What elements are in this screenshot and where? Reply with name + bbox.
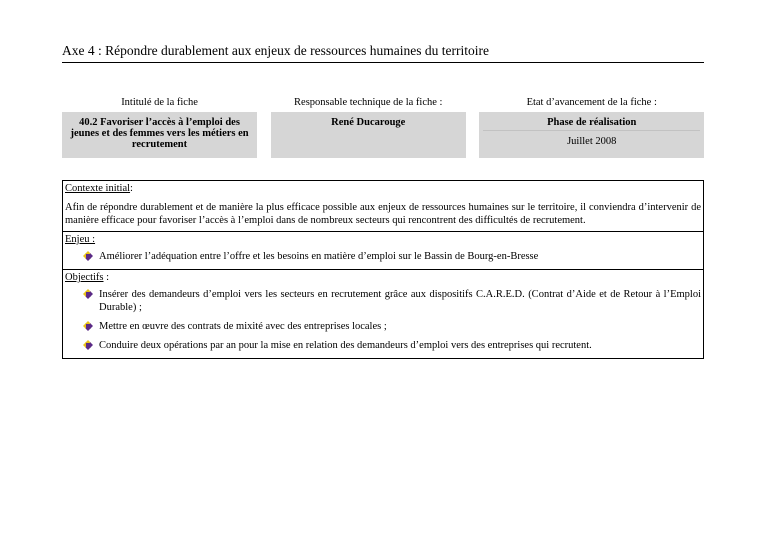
intitule-value: 40.2 Favoriser l’accès à l’emploi des jeunes et des femmes vers les métiers en recrutement	[62, 112, 257, 158]
objectifs-colon: :	[103, 272, 110, 283]
column-gap	[466, 112, 480, 158]
objectifs-section	[63, 269, 703, 358]
fiche-table-header-row	[62, 92, 704, 112]
objectifs-title: Objectifs	[65, 272, 104, 283]
enjeu-title: Enjeu :	[65, 234, 96, 245]
four-arrows-bullet-icon	[83, 321, 93, 331]
contexte-text: Afin de répondre durablement et de manière la plus efficace possible aux enjeux de ressources humaines sur le territoire, il conviendra d’intervenir de manière efficace pour favoriser l’accès à l’emploi dans de nombreux secteurs qui rencontrent des difficultés de recrutement.	[65, 202, 701, 226]
contexte-section	[63, 181, 703, 231]
contexte-colon: :	[130, 183, 133, 194]
objectifs-heading	[65, 272, 701, 283]
intitule-label: Intitulé de la fiche	[62, 92, 257, 112]
page-title: Axe 4 : Répondre durablement aux enjeux de ressources humaines du territoire	[62, 43, 489, 58]
list-item	[65, 339, 701, 352]
etat-cell	[479, 112, 704, 158]
responsable-value: René Ducarouge	[271, 112, 466, 158]
responsable-label: Responsable technique de la fiche :	[271, 92, 466, 112]
contexte-title: Contexte initial	[65, 183, 131, 194]
etat-date: Juillet 2008	[483, 130, 700, 147]
enjeu-section	[63, 231, 703, 269]
objectif-item-text: Conduire deux opérations par an pour la mise en relation des demandeurs d’emploi vers des entreprises qui recrutent.	[99, 340, 592, 351]
enjeu-list	[65, 250, 701, 263]
etat-label: Etat d’avancement de la fiche :	[479, 92, 704, 112]
four-arrows-bullet-icon	[83, 340, 93, 350]
list-item	[65, 288, 701, 314]
objectifs-list	[65, 288, 701, 352]
contexte-heading	[65, 183, 701, 194]
list-item	[65, 320, 701, 333]
four-arrows-bullet-icon	[83, 251, 93, 261]
column-gap	[257, 112, 271, 158]
etat-value: Phase de réalisation	[547, 117, 637, 128]
fiche-table-body-row	[62, 112, 704, 158]
enjeu-heading	[65, 234, 701, 245]
four-arrows-bullet-icon	[83, 289, 93, 299]
list-item	[65, 250, 701, 263]
column-gap	[466, 92, 480, 112]
enjeu-item-text: Améliorer l’adéquation entre l’offre et les besoins en matière d’emploi sur le Bassin de Bourg-en-Bresse	[99, 251, 539, 262]
objectif-item-text: Mettre en œuvre des contrats de mixité avec des entreprises locales ;	[99, 321, 387, 332]
column-gap	[257, 92, 271, 112]
fiche-table	[62, 92, 704, 158]
page-header	[62, 43, 704, 63]
content-box	[62, 180, 704, 359]
objectif-item-text: Insérer des demandeurs d’emploi vers les secteurs en recrutement grâce aux dispositifs C.A.R.E.D. (Contrat d’Aide et de Retour à l’Emploi Durable) ;	[99, 289, 701, 313]
